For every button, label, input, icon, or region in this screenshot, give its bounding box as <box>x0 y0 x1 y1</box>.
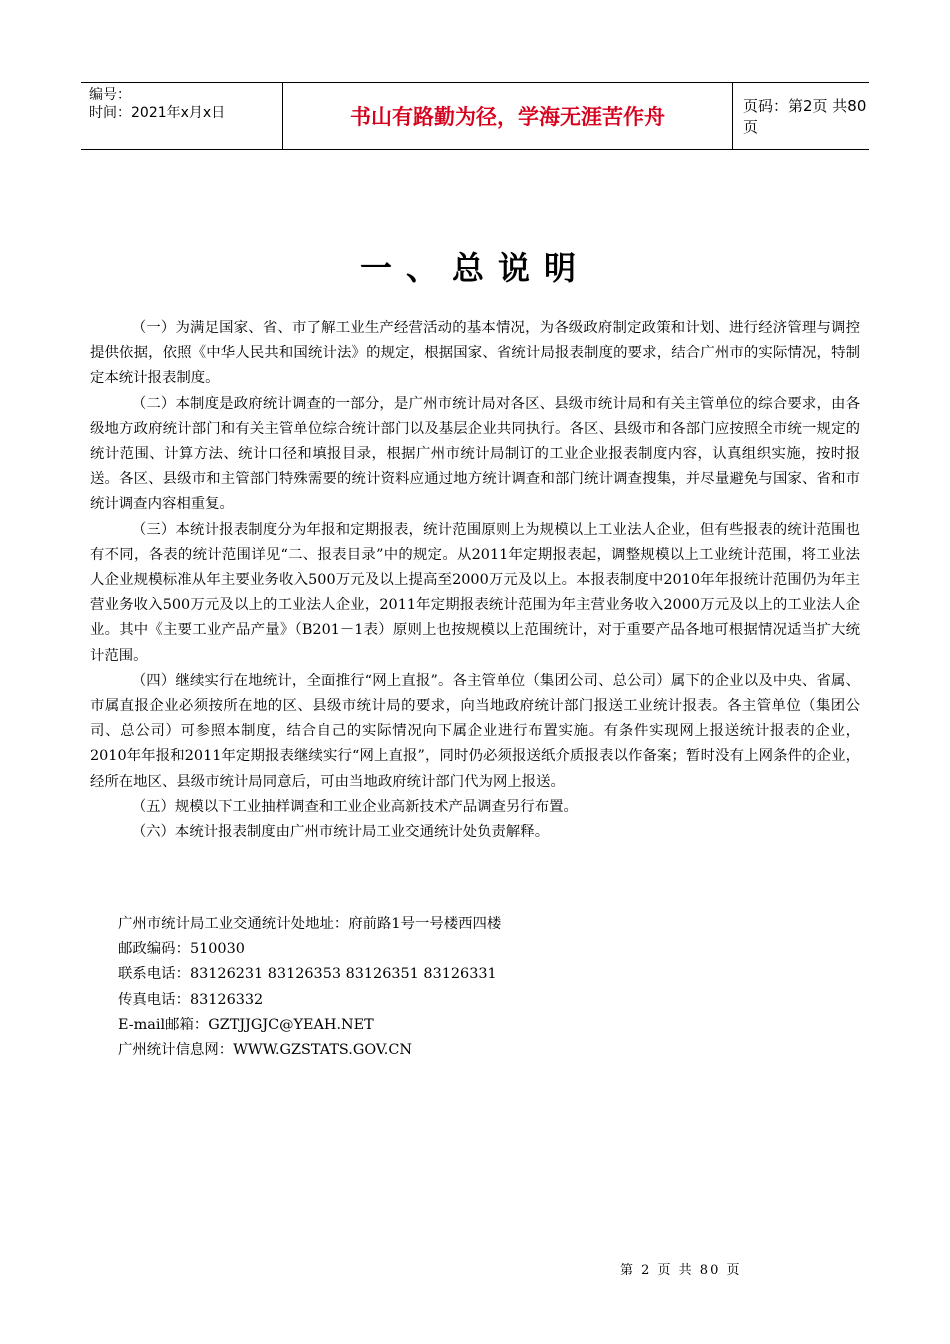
page-header <box>81 82 869 150</box>
paragraph-5: （五）规模以下工业抽样调查和工业企业高新技术产品调查另行布置。 <box>131 798 578 815</box>
header-motto: 书山有路勤为径，学海无涯苦作舟 <box>283 83 733 149</box>
contact-phone: 联系电话：83126231 83126353 83126351 83126331 <box>118 966 497 983</box>
paragraph-2: （二）本制度是政府统计调查的一部分，是广州市统计局对各区、县级市统计局和有关主管单位的综合要求，由各级地方政府统计部门和有关主管单位综合统计部门以及基层企业共同执行。各区、县级市和各部门应按照全市统一规定的统计范围、计算方法、统计口径和填报目录，根据广州市统计局制订的工业企业报表制度内容，认真组织实施，按时报送。各区、县级市和主管部门特殊需要的统计资料应通过地方统计调查和部门统计调查搜集，并尽量避免与国家、省和市统计调查内容相重复。 <box>90 395 860 513</box>
document-time-label: 时间：2021年x月x日 <box>89 105 226 121</box>
contact-address: 广州市统计局工业交通统计处地址：府前路1号一号楼西四楼 <box>118 916 502 932</box>
contact-postcode: 邮政编码：510030 <box>118 941 245 958</box>
page-title: 一、总说明 <box>359 249 590 287</box>
contact-website: 广州统计信息网：WWW.GZSTATS.GOV.CN <box>118 1042 412 1059</box>
paragraph-4: （四）继续实行在地统计，全面推行“网上直报”。各主管单位（集团公司、总公司）属下的企业以及中央、省属、市属直报企业必须按所在地的区、县级市统计局的要求，向当地政府统计部门报送工业统计报表。各主管单位（集团公司、总公司）可参照本制度，结合自己的实际情况向下属企业进行布置实施。有条件实现网上报送统计报表的企业，2010年年报和2011年定期报表继续实行“网上直报”，同时仍必须报送纸介质报表以作备案；暂时没有上网条件的企业，经所在地区、县级市统计局同意后，可由当地政府统计部门代为网上报送。 <box>90 672 860 790</box>
contact-info <box>118 912 818 1063</box>
paragraph-3: （三）本统计报表制度分为年报和定期报表，统计范围原则上为规模以上工业法人企业，但有些报表的统计范围也有不同，各表的统计范围详见“二、报表目录”中的规定。从2011年定期报表起，调整规模以上工业统计范围，将工业法人企业规模标准从年主要业务收入500万元及以上提高至2000万元及以上。本报表制度中2010年年报统计范围仍为年主营业务收入500万元及以上的工业法人企业，2011年定期报表统计范围为年主营业务收入2000万元及以上的工业法人企业。其中《主要工业产品产量》（B201－1表）原则上也按规模以上范围统计，对于重要产品各地可根据情况适当扩大统计范围。 <box>90 521 860 664</box>
document-number-label: 编号： <box>89 87 131 103</box>
contact-email: E-mail邮箱：GZTJJGJC@YEAH.NET <box>118 1016 374 1033</box>
contact-fax: 传真电话：83126332 <box>118 991 264 1008</box>
paragraph-6: （六）本统计报表制度由广州市统计局工业交通统计处负责解释。 <box>131 824 550 841</box>
paragraph-1: （一）为满足国家、省、市了解工业生产经营活动的基本情况，为各级政府制定政策和计划、进行经济管理与调控提供依据，依照《中华人民共和国统计法》的规定，根据国家、省统计局报表制度的要求，结合广州市的实际情况，特制定本统计报表制度。 <box>90 320 860 387</box>
main-body <box>90 316 860 845</box>
header-page-info: 页码：第2页 共80页 <box>743 97 867 136</box>
page-footer: 第 2 页 共 80 页 <box>620 1263 742 1278</box>
header-meta <box>81 83 283 149</box>
